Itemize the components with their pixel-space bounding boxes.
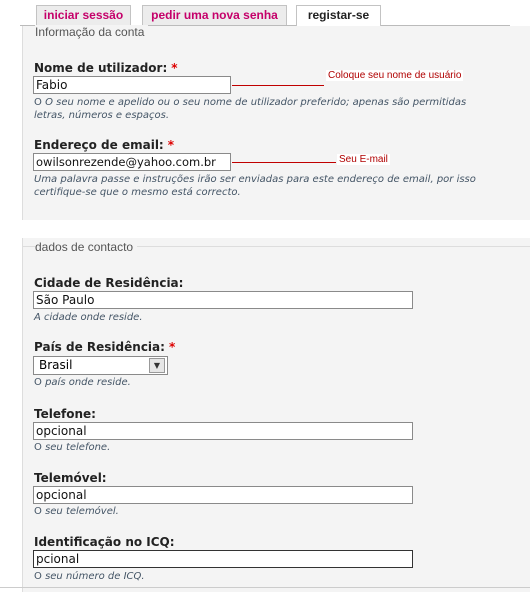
- country-select[interactable]: [33, 356, 168, 375]
- username-annotation-line: [232, 85, 324, 86]
- email-help: Uma palavra passe e instruções irão ser enviadas para este endereço de email, por isso certifique-se que o mesmo está correcto.: [34, 174, 476, 198]
- phone-help: O seu telefone.: [34, 442, 111, 453]
- contact-legend: dados de contacto: [35, 240, 137, 254]
- page-bottom-rule: [0, 587, 530, 588]
- mobile-input[interactable]: opcional: [33, 486, 413, 504]
- country-help: O país onde reside.: [34, 377, 131, 388]
- country-label: País de Residência: *: [34, 340, 176, 354]
- tab-request-password[interactable]: pedir uma nova senha: [142, 5, 287, 25]
- username-annotation: Coloque seu nome de usuário: [328, 70, 462, 81]
- email-input[interactable]: owilsonrezende@yahoo.com.br: [33, 153, 231, 171]
- email-label: Endereço de email: *: [34, 138, 175, 152]
- username-label: Nome de utilizador: *: [34, 61, 178, 75]
- account-info-legend: Informação da conta: [35, 25, 148, 39]
- city-label: Cidade de Residência:: [34, 276, 184, 290]
- icq-input[interactable]: pcional: [33, 550, 413, 568]
- bullet: O: [34, 442, 42, 453]
- tab-register[interactable]: registar-se: [296, 5, 381, 26]
- mobile-help: O seu telemóvel.: [34, 506, 119, 517]
- account-info-fieldset: [22, 26, 530, 220]
- contact-fieldset: [22, 238, 530, 592]
- bullet: O: [34, 571, 42, 582]
- required-marker: *: [167, 138, 175, 152]
- email-annotation-line: [232, 162, 336, 163]
- icq-help: O seu número de ICQ.: [34, 571, 145, 582]
- bullet: O: [34, 506, 42, 517]
- icq-label: Identificação no ICQ:: [34, 535, 175, 549]
- username-input[interactable]: Fabio: [33, 76, 231, 94]
- city-help: A cidade onde reside.: [34, 312, 143, 323]
- username-help: O O seu nome e apelido ou o seu nome de utilizador preferido; apenas são permitidas letras, números e espaços.: [34, 97, 467, 121]
- bullet: O: [34, 377, 42, 388]
- phone-input[interactable]: opcional: [33, 422, 413, 440]
- dropdown-arrow-icon[interactable]: ▼: [149, 358, 165, 373]
- mobile-label: Telemóvel:: [34, 471, 107, 485]
- city-input[interactable]: São Paulo: [33, 291, 413, 309]
- email-annotation: Seu E-mail: [339, 154, 388, 165]
- required-marker: *: [171, 61, 178, 75]
- phone-label: Telefone:: [34, 407, 96, 421]
- tab-login[interactable]: iniciar sessão: [36, 5, 131, 25]
- country-select-value: Brasil: [39, 358, 73, 372]
- bullet: O: [34, 97, 42, 108]
- tab-bar: [0, 0, 530, 26]
- required-marker: *: [168, 340, 176, 354]
